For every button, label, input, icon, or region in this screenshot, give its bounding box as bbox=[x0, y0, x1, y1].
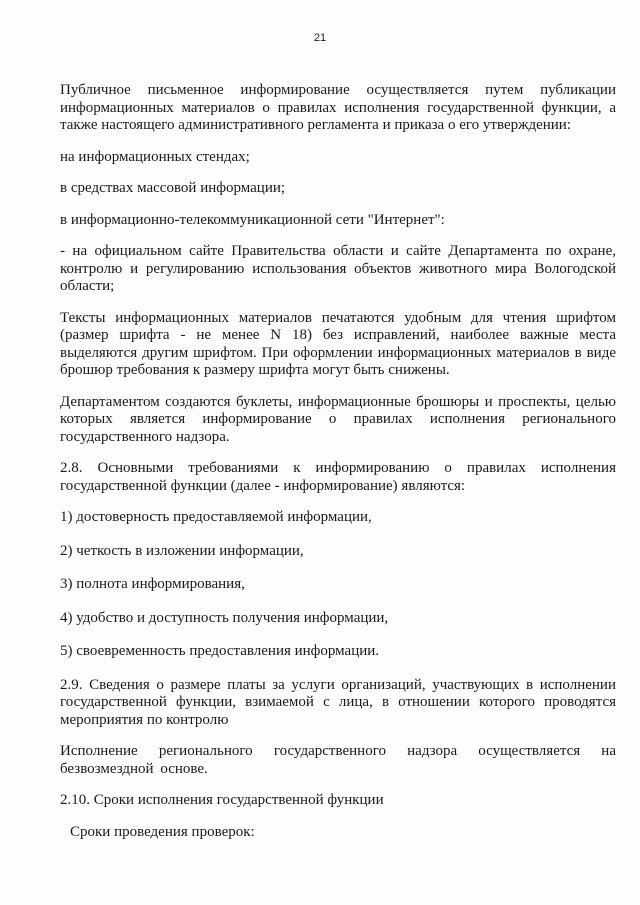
paragraph-section-2-10: 2.10. Сроки исполнения государственной функции bbox=[60, 792, 384, 808]
paragraph-internet: в информационно-телекоммуникационной сети "Интернет": bbox=[60, 211, 445, 228]
paragraph-section-2-8: 2.8. Основными требованиями к информированию о правилах исполнения государственной функции (далее - информирование) являются: bbox=[60, 460, 616, 494]
paragraph-booklets: Департаментом создаются буклеты, информационные брошюры и проспекты, целью которых является информирование о правилах исполнения регионального государственного надзора. bbox=[60, 393, 616, 445]
paragraph-section-2-9: 2.9. Сведения о размере платы за услуги организаций, участвующих в исполнении государственной функции, взимаемой с лица, в отношении которого проводятся мероприятия по контролю bbox=[60, 676, 616, 728]
paragraph-free-of-charge: Исполнение регионального государственного надзора осуществляется на безвозмездной основе. bbox=[60, 743, 616, 777]
page-number: 21 bbox=[313, 32, 327, 44]
document-body bbox=[60, 82, 616, 855]
list-item-convenience: 4) удобство и доступность получения информации, bbox=[60, 609, 389, 626]
list-item-completeness: 3) полнота информирования, bbox=[60, 576, 245, 592]
paragraph-font-requirements: Тексты информационных материалов печатаются удобным для чтения шрифтом (размер шрифта - не менее N 18) без исправлений, наиболее важные места выделяются другим шрифтом. При оформлении информационных материалов в виде брошюр требования к размеру шрифта могут быть снижены. bbox=[60, 309, 616, 378]
paragraph-official-site: - на официальном сайте Правительства области и сайте Департамента по охране, контролю и регулированию использования объектов животного мира Вологодской области; bbox=[60, 243, 616, 294]
list-item-timeliness: 5) своевременность предоставления информации. bbox=[60, 643, 380, 659]
list-item-clarity: 2) четкость в изложении информации, bbox=[60, 542, 304, 559]
list-item-reliability: 1) достоверность предоставляемой информации, bbox=[60, 509, 372, 525]
paragraph-public-informing: Публичное письменное информирование осуществляется путем публикации информационных материалов о правилах исполнения государственной функции, а также настоящего административного регламента и приказа о его утверждении: bbox=[60, 82, 616, 133]
paragraph-mass-media: в средствах массовой информации; bbox=[60, 180, 286, 196]
paragraph-inspection-terms: Сроки проведения проверок: bbox=[70, 823, 255, 840]
paragraph-info-stands: на информационных стендах; bbox=[60, 148, 250, 165]
